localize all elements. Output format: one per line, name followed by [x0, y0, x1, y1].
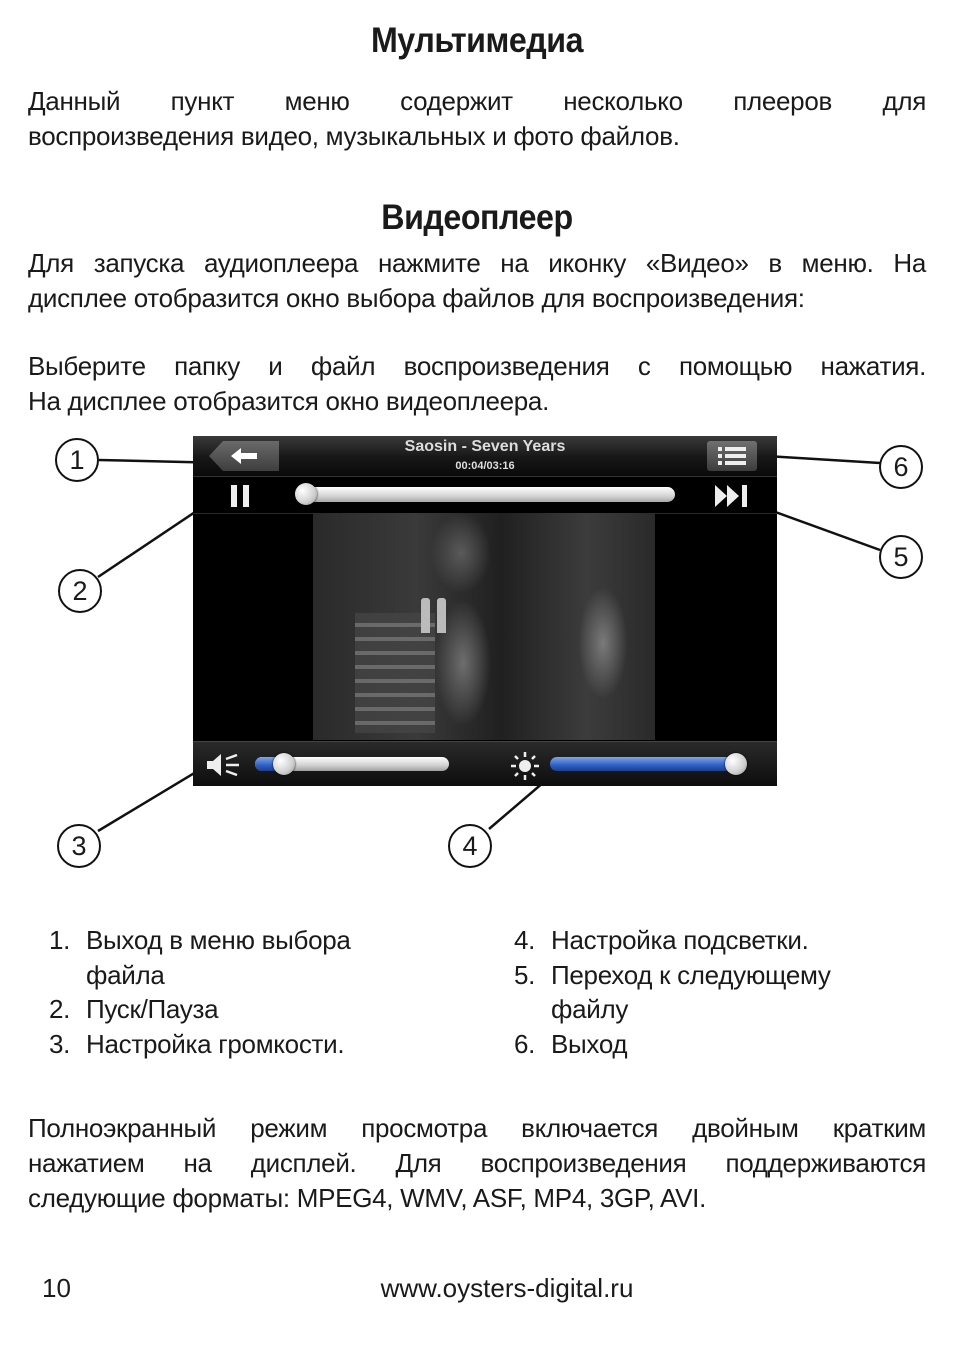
subsection-title: Видеоплеер — [381, 198, 573, 237]
legend-item: 2. Пуск/Пауза — [49, 994, 219, 1024]
track-time: 00:04/03:16 — [455, 460, 515, 472]
brightness-knob[interactable] — [725, 753, 747, 775]
callout-5: 5 — [879, 535, 923, 579]
page-number: 10 — [42, 1273, 71, 1303]
closing-paragraph: Полноэкранный режим просмотра включается двойным кратким нажатием на дисплей. Для воспроизведения поддерживаются следующие форматы: MPEG4, WMV, ASF, MP4, 3GP, AVI. — [28, 1113, 926, 1213]
legend-item: 5. Переход к следующему файлу — [514, 959, 831, 1024]
volume-knob[interactable] — [273, 753, 295, 775]
section-title: Мультимедиа — [370, 21, 584, 60]
footer-url: www.oysters-digital.ru — [380, 1273, 634, 1303]
volume-slider[interactable] — [255, 757, 449, 771]
settings-bar — [193, 741, 777, 786]
track-title: Saosin - Seven Years — [404, 438, 566, 455]
pause-icon[interactable] — [231, 485, 251, 507]
legend-item: 4. Настройка подсветки. — [514, 925, 809, 955]
player-title-bar — [193, 436, 777, 477]
legend-right — [514, 923, 894, 1061]
skip-next-icon[interactable] — [715, 485, 751, 507]
launch-paragraph: Для запуска аудиоплеера нажмите на иконку «Видео» в меню. На дисплее отобразится окно выбора файлов для воспроизведения: — [28, 248, 926, 313]
legend-left — [49, 923, 429, 1061]
brightness-slider[interactable] — [550, 757, 744, 771]
sun-icon — [511, 752, 539, 780]
video-frame[interactable] — [313, 513, 655, 740]
seek-slider[interactable] — [299, 487, 675, 502]
callout-4: 4 — [448, 824, 492, 868]
callout-1: 1 — [55, 438, 99, 482]
select-paragraph: Выберите папку и файл воспроизведения с помощью нажатия. На дисплее отобразится окно видеоплеера. — [28, 351, 926, 416]
speaker-icon — [207, 754, 241, 776]
list-icon — [718, 447, 746, 465]
legend-item: 6. Выход — [514, 1028, 628, 1059]
intro-paragraph: Данный пункт меню содержит несколько плееров для воспроизведения видео, музыкальных и фото файлов. — [28, 86, 926, 151]
callout-3: 3 — [57, 824, 101, 868]
seek-knob[interactable] — [295, 483, 317, 505]
callout-2: 2 — [58, 569, 102, 613]
legend-item: 1. Выход в меню выбора файла — [49, 925, 351, 990]
callout-6: 6 — [879, 445, 923, 489]
legend-item: 3. Настройка громкости. — [49, 1028, 345, 1059]
playlist-menu-button[interactable] — [707, 441, 757, 471]
playback-control-bar — [193, 477, 777, 514]
video-player-screenshot — [193, 436, 777, 785]
